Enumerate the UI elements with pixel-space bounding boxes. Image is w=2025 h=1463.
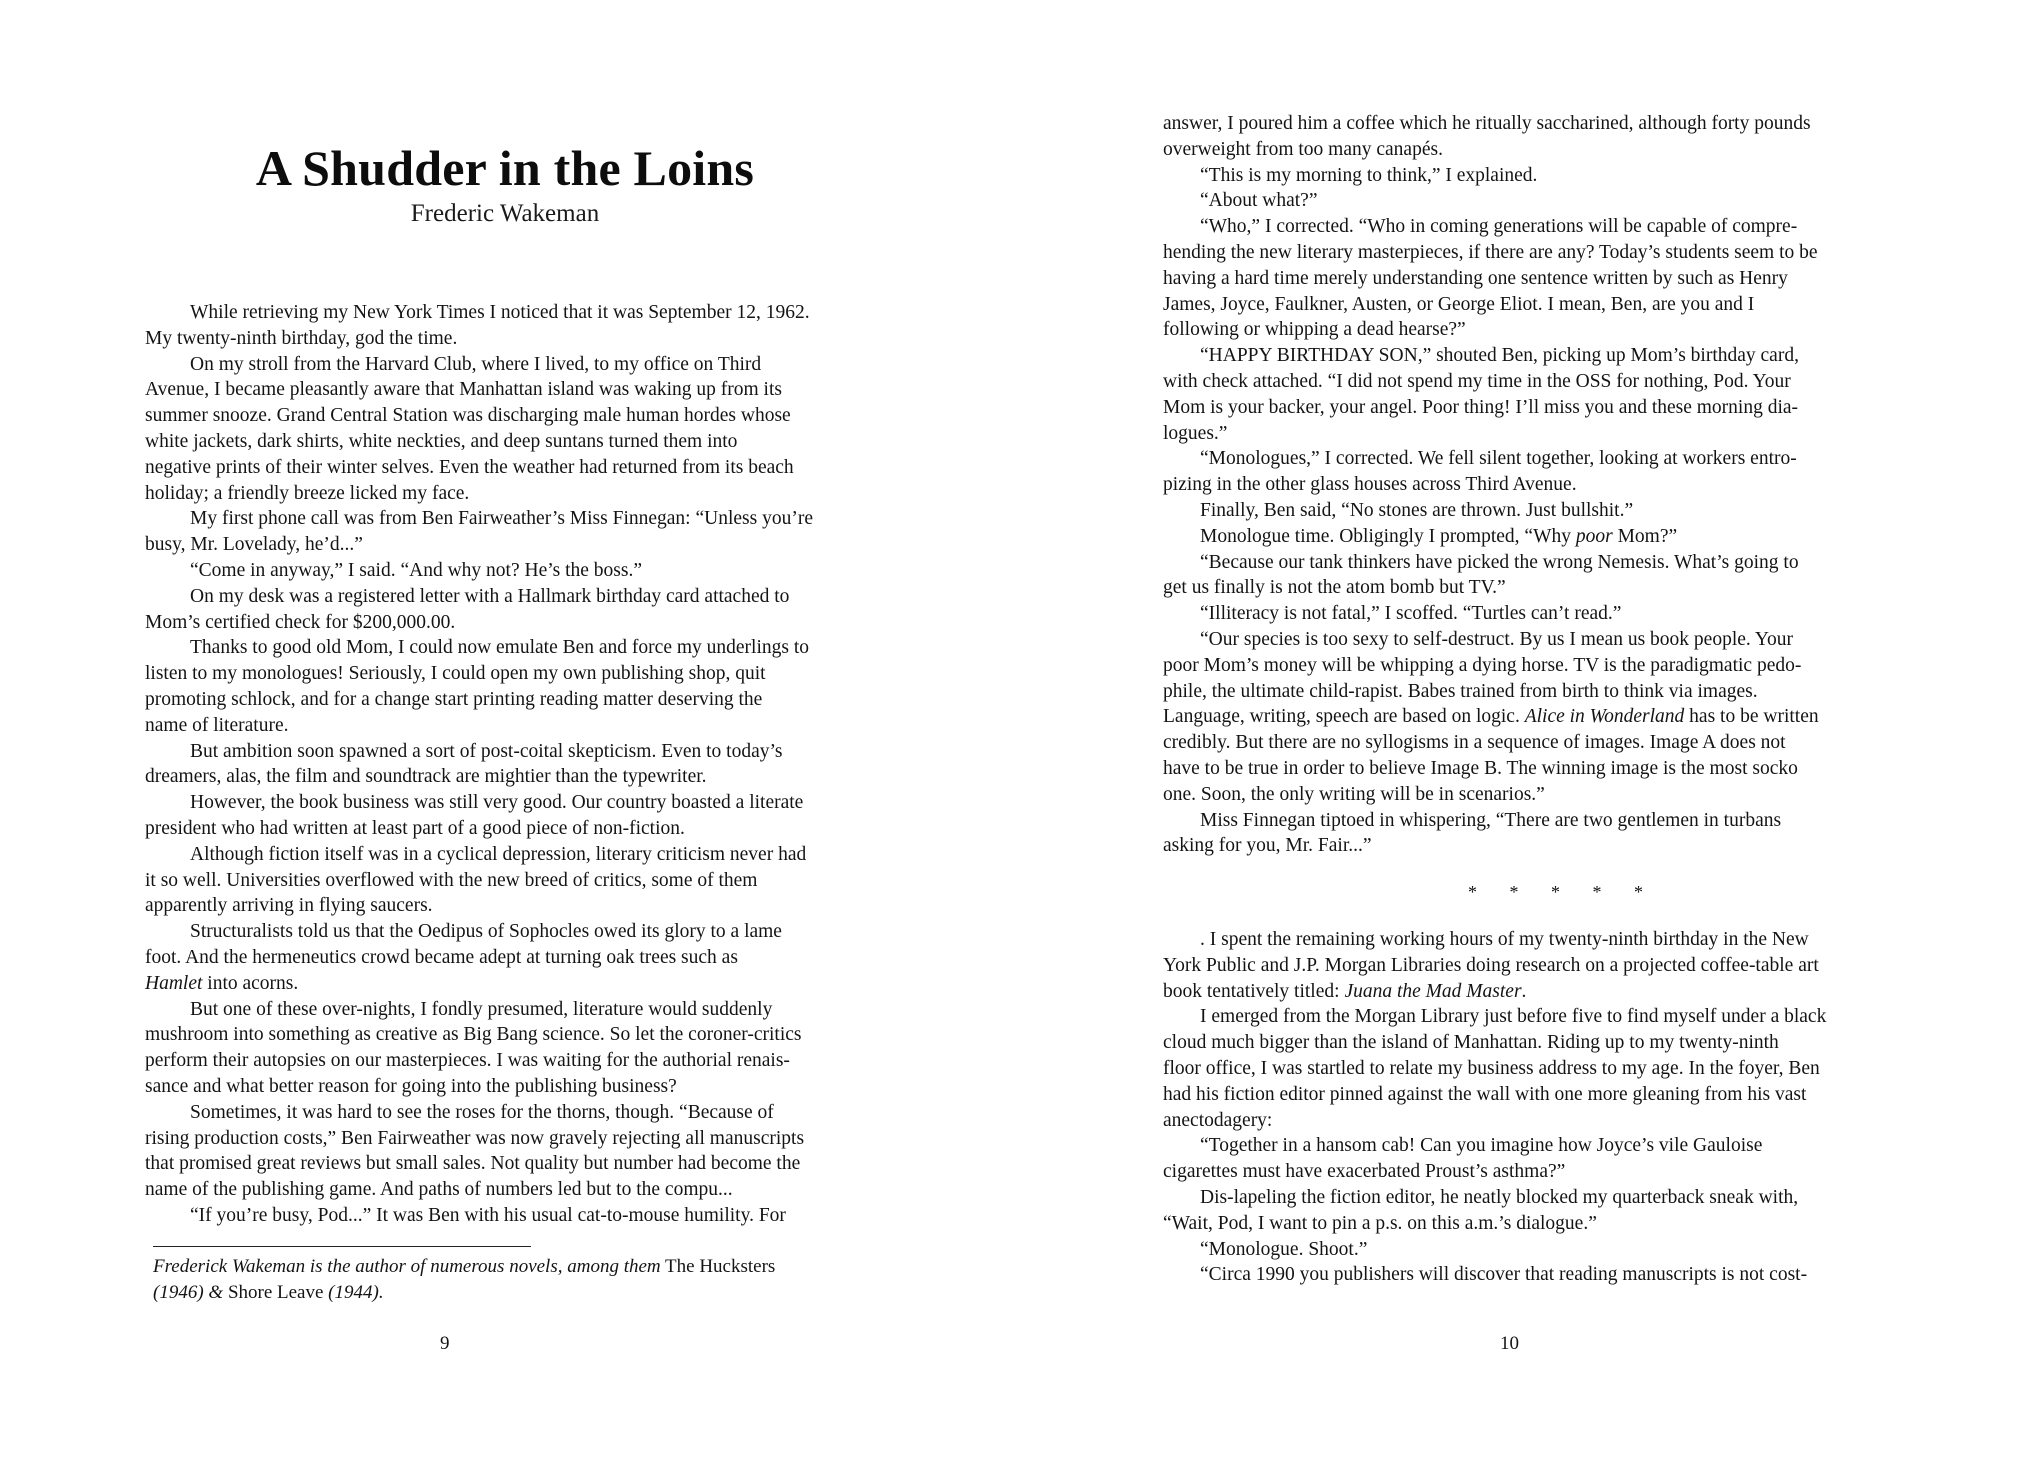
text-line: negative prints of their winter selves. Even the weather had returned from its beach	[145, 456, 794, 478]
text-line: Structuralists told us that the Oedipus of Sophocles owed its glory to a lame	[190, 921, 782, 943]
text-line: summer snooze. Grand Central Station was discharging male human hordes whose	[145, 405, 791, 427]
footnote-rule	[153, 1246, 531, 1247]
text-line: Thanks to good old Mom, I could now emulate Ben and force my underlings to	[190, 637, 810, 659]
text-line: “This is my morning to think,” I explained.	[1200, 164, 1538, 186]
text-line: have to be true in order to believe Image B. The winning image is the most socko	[1163, 757, 1798, 779]
text-line: with check attached. “I did not spend my time in the OSS for nothing, Pod. Your	[1163, 370, 1791, 392]
text-line: holiday; a friendly breeze licked my face.	[145, 482, 470, 504]
text-line: “About what?”	[1200, 190, 1318, 212]
page-number: 10	[1500, 1333, 1519, 1354]
text-line: floor office, I was startled to relate my business address to my age. In the foyer, Ben	[1163, 1057, 1820, 1079]
italic-emphasis: poor	[1575, 525, 1613, 547]
text-line: My twenty-ninth birthday, god the time.	[145, 327, 458, 349]
text-line: president who had written at least part of a good piece of non-fiction.	[145, 817, 685, 839]
text-line: anectodagery:	[1163, 1109, 1273, 1131]
text-line: “Because our tank thinkers have picked the wrong Nemesis. What’s going to	[1200, 551, 1799, 573]
text-line: However, the book business was still very good. Our country boasted a literate	[190, 792, 804, 814]
text-line: following or whipping a dead hearse?”	[1163, 319, 1466, 341]
right-page	[1012, 0, 2025, 1463]
text-line: Sometimes, it was hard to see the roses for the thorns, though. “Because of	[190, 1101, 774, 1123]
text-line: name of the publishing game. And paths of numbers led but to the compu...	[145, 1179, 733, 1201]
text-line: pizing in the other glass houses across Third Avenue.	[1163, 474, 1577, 496]
text-line: apparently arriving in flying saucers.	[145, 895, 433, 917]
italic-emphasis: Alice in Wonderland	[1524, 706, 1685, 728]
text-line: “Come in anyway,” I said. “And why not? He’s the boss.”	[190, 559, 643, 581]
text-line: poor Mom’s money will be whipping a dying horse. TV is the paradigmatic pedo-	[1163, 654, 1802, 676]
text-line: Miss Finnegan tiptoed in whispering, “There are two gentlemen in turbans	[1200, 809, 1782, 831]
author-byline: Frederic Wakeman	[410, 200, 600, 227]
left-body-text	[145, 300, 905, 1229]
footnote-year: (1946) &	[153, 1281, 228, 1303]
text-line: one. Soon, the only writing will be in scenarios.”	[1163, 783, 1545, 805]
text-line: answer, I poured him a coffee which he ritually saccharined, although forty pounds	[1163, 113, 1811, 134]
italic-emphasis: Juana the Mad Master	[1344, 980, 1522, 1002]
text-line: perform their autopsies on our masterpieces. I was waiting for the authorial renais-	[145, 1050, 790, 1072]
text-line: I emerged from the Morgan Library just before five to find myself under a black	[1200, 1006, 1827, 1028]
text-line: mushroom into something as creative as Big Bang science. So let the coroner-critics	[145, 1024, 802, 1046]
text-line: it so well. Universities overflowed with the new breed of critics, some of them	[145, 869, 758, 891]
text-line: On my desk was a registered letter with a Hallmark birthday card attached to	[190, 585, 790, 607]
text-line: “Wait, Pod, I want to pin a p.s. on this a.m.’s dialogue.”	[1163, 1212, 1597, 1234]
text-line: hending the new literary masterpieces, if there are any? Today’s students seem to be	[1163, 241, 1818, 263]
text-line: listen to my monologues! Seriously, I could open my own publishing shop, quit	[145, 663, 766, 685]
footnote-year: (1944).	[323, 1281, 384, 1303]
text-line: had his fiction editor pinned against the wall with one more gleaning from his vast	[1163, 1083, 1807, 1105]
text-line: Finally, Ben said, “No stones are thrown. Just bullshit.”	[1200, 499, 1634, 521]
text-line: get us finally is not the atom bomb but TV.”	[1163, 577, 1506, 599]
text-line: book tentatively titled: Juana the Mad Master.	[1163, 980, 1527, 1002]
text-line: Avenue, I became pleasantly aware that Manhattan island was waking up from its	[145, 379, 782, 401]
footnote-book-title: Shore Leave	[227, 1281, 324, 1303]
italic-title: Hamlet	[145, 972, 203, 994]
text-line: Monologue time. Obligingly I prompted, “Why poor Mom?”	[1200, 525, 1678, 547]
text-line: busy, Mr. Lovelady, he’d...”	[145, 534, 363, 556]
story-title: A Shudder in the Loins	[255, 140, 755, 196]
text-line: Hamlet into acorns.	[145, 972, 299, 994]
text-line: name of literature.	[145, 714, 289, 736]
text-line: “Monologues,” I corrected. We fell silent together, looking at workers entro-	[1200, 448, 1797, 470]
text-line: “Who,” I corrected. “Who in coming generations will be capable of compre-	[1200, 216, 1798, 238]
text-line: Mom’s certified check for $200,000.00.	[145, 611, 456, 633]
text-line: phile, the ultimate child-rapist. Babes trained from birth to think via images.	[1163, 680, 1758, 702]
text-line: Language, writing, speech are based on logic. Alice in Wonderland has to be written	[1163, 706, 1819, 728]
text-line: But ambition soon spawned a sort of post-coital skepticism. Even to today’s	[190, 740, 783, 762]
text-line: While retrieving my New York Times I noticed that it was September 12, 1962.	[190, 302, 810, 323]
right-body-text-bottom	[1163, 927, 1923, 1288]
text-line: Dis-lapeling the fiction editor, he neatly blocked my quarterback sneak with,	[1200, 1186, 1799, 1208]
text-line: credibly. But there are no syllogisms in a sequence of images. Image A does not	[1163, 732, 1786, 754]
author-footnote	[153, 1254, 775, 1306]
text-line: overweight from too many canapés.	[1163, 138, 1443, 160]
left-page	[0, 0, 1012, 1463]
text-line: “Illiteracy is not fatal,” I scoffed. “Turtles can’t read.”	[1200, 603, 1622, 625]
text-line: that promised great reviews but small sales. Not quality but number had become the	[145, 1153, 801, 1175]
text-line: having a hard time merely understanding one sentence written by such as Henry	[1163, 267, 1788, 289]
text-line: My first phone call was from Ben Fairweather’s Miss Finnegan: “Unless you’re	[190, 508, 813, 530]
text-line: cloud much bigger than the island of Manhattan. Riding up to my twenty-ninth	[1163, 1032, 1779, 1054]
text-line: “Monologue. Shoot.”	[1200, 1238, 1368, 1260]
text-line: dreamers, alas, the film and soundtrack are mightier than the typewriter.	[145, 766, 707, 788]
text-line: On my stroll from the Harvard Club, where I lived, to my office on Third	[190, 353, 762, 375]
right-body-text-top	[1163, 111, 1923, 859]
text-line: Mom is your backer, your angel. Poor thing! I’ll miss you and these morning dia-	[1163, 396, 1799, 418]
text-line: Although fiction itself was in a cyclical depression, literary criticism never had	[190, 843, 807, 865]
text-line: sance and what better reason for going into the publishing business?	[145, 1075, 677, 1097]
text-line: foot. And the hermeneutics crowd became adept at turning oak trees such as	[145, 946, 738, 968]
page-number: 9	[440, 1333, 450, 1354]
footnote-italic-text: Frederick Wakeman is the author of numerous novels, among them	[153, 1256, 661, 1277]
text-line: But one of these over-nights, I fondly presumed, literature would suddenly	[190, 998, 773, 1020]
text-line: York Public and J.P. Morgan Libraries doing research on a projected coffee-table art	[1163, 954, 1819, 976]
text-line: rising production costs,” Ben Fairweather was now gravely rejecting all manuscripts	[145, 1127, 805, 1149]
text-line: “Circa 1990 you publishers will discover that reading manuscripts is not cost-	[1200, 1264, 1808, 1286]
text-line: “HAPPY BIRTHDAY SON,” shouted Ben, picking up Mom’s birthday card,	[1200, 345, 1799, 367]
text-line: white jackets, dark shirts, white neckties, and deep suntans turned them into	[145, 430, 738, 452]
text-line: promoting schlock, and for a change start printing reading matter deserving the	[145, 688, 763, 710]
text-line: James, Joyce, Faulkner, Austen, or George Eliot. I mean, Ben, are you and I	[1163, 293, 1755, 315]
text-line: cigarettes must have exacerbated Proust’s asthma?”	[1163, 1161, 1566, 1183]
text-line: “Our species is too sexy to self-destruct. By us I mean us book people. Your	[1200, 628, 1794, 650]
text-line: logues.”	[1163, 422, 1228, 444]
footnote-book-title: The Hucksters	[660, 1256, 776, 1277]
text-line: asking for you, Mr. Fair...”	[1163, 835, 1372, 857]
text-line: . I spent the remaining working hours of my twenty-ninth birthday in the New	[1200, 929, 1809, 950]
text-line: “If you’re busy, Pod...” It was Ben with his usual cat-to-mouse humility. For	[190, 1204, 786, 1226]
section-break: * * * * *	[1468, 882, 1657, 902]
text-line: “Together in a hansom cab! Can you imagine how Joyce’s vile Gauloise	[1200, 1135, 1763, 1157]
